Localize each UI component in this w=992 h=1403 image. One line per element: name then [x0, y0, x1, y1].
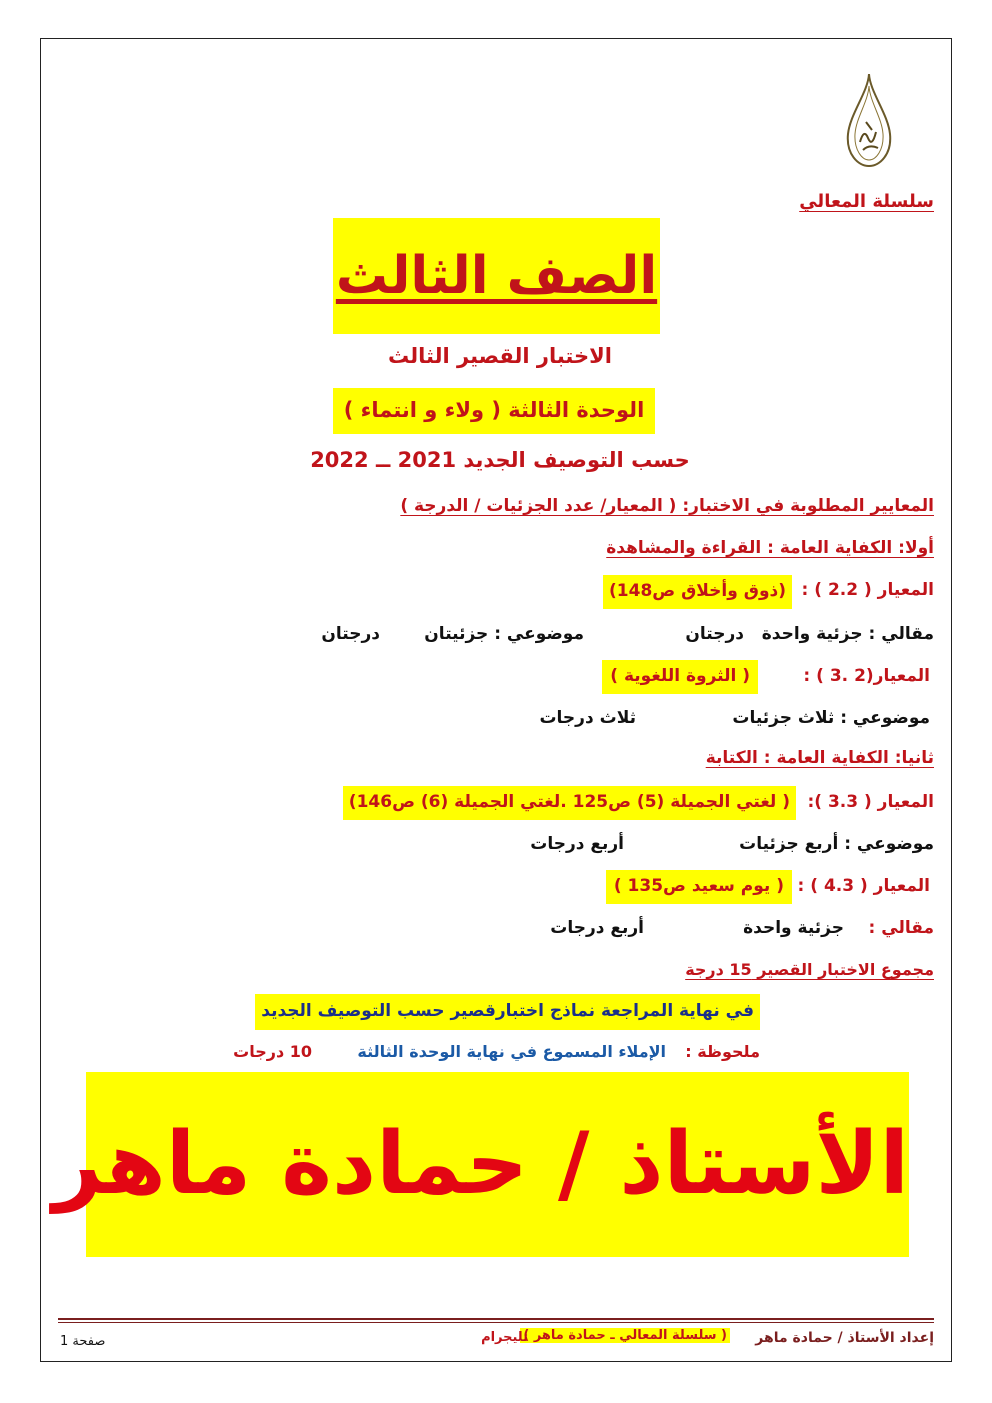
- criterion-4-3-label: المعيار ( 4.3 ) :: [797, 876, 930, 896]
- objective-label-2: موضوعي : ثلاث جزئيات: [732, 708, 930, 728]
- essay-parts-4: جزئية واحدة: [743, 918, 844, 938]
- note-label: ملحوظة :: [685, 1042, 760, 1061]
- teacher-name: الأستاذ / حمادة ماهر: [52, 1114, 909, 1214]
- criterion-2-2-label: المعيار ( 2.2 ) :: [801, 580, 934, 600]
- teacher-banner: [52, 1072, 909, 1257]
- criterion-2-3-value: ( الثروة اللغوية ): [602, 660, 758, 694]
- objective-marks-2: ثلاث درجات: [539, 708, 636, 728]
- grade-title: الصف الثالث: [335, 246, 658, 306]
- objective-label-1: موضوعي : جزئيتان: [424, 624, 584, 644]
- footer-channel: ( سلسلة المعالي ـ حمادة ماهر ): [520, 1328, 730, 1343]
- unit-title: الوحدة الثالثة ( ولاء و انتماء ): [333, 388, 655, 434]
- grade-title-box: [333, 218, 660, 334]
- series-logo: [838, 72, 900, 170]
- criterion-2-3-label: المعيار(2 .3 ) :: [803, 666, 930, 686]
- footer-divider: [58, 1318, 934, 1320]
- objective-label-3: موضوعي : أربع جزئيات: [739, 834, 934, 854]
- criterion-2-2-value: (ذوق وأخلاق ص148): [603, 575, 792, 609]
- criterion-4-3-value: ( يوم سعيد ص135 ): [606, 870, 792, 904]
- essay-marks-1: درجتان: [685, 624, 744, 644]
- page-number: صفحة 1: [60, 1334, 106, 1349]
- footer-prepared-by: إعداد الأستاذ / حمادة ماهر: [755, 1330, 934, 1346]
- review-note: في نهاية المراجعة نماذج اختبارقصير حسب التوصيف الجديد: [255, 994, 760, 1030]
- footer-divider-thin: [58, 1322, 934, 1323]
- spec-line: حسب التوصيف الجديد 2021 ــ 2022: [310, 448, 690, 472]
- criteria-heading: المعايير المطلوبة في الاختبار: ( المعيار/ عدد الجزئيات / الدرجة ): [400, 496, 934, 516]
- essay-label-1: مقالي : جزئية واحدة: [761, 624, 934, 644]
- objective-marks-3: أربع درجات: [530, 834, 624, 854]
- essay-label-4: مقالي :: [868, 918, 934, 938]
- quiz-total: مجموع الاختبار القصير 15 درجة: [685, 960, 934, 979]
- essay-marks-4: أربع درجات: [550, 918, 644, 938]
- first-competency-heading: أولا: الكفاية العامة : القراءة والمشاهدة: [606, 538, 934, 558]
- objective-marks-1: درجتان: [321, 624, 380, 644]
- note-marks: 10 درجات: [233, 1042, 312, 1061]
- quiz-title: الاختبار القصير الثالث: [388, 344, 612, 368]
- series-name: سلسلة المعالي: [799, 191, 934, 212]
- criterion-3-3-label: المعيار ( 3.3 ):: [807, 792, 934, 812]
- footer-telegram: تليجرام: [481, 1330, 528, 1345]
- criterion-3-3-value: ( لغتي الجميلة (5) ص125 .لغتي الجميلة (6) ص146): [343, 786, 796, 820]
- second-competency-heading: ثانيا: الكفاية العامة : الكتابة: [705, 748, 934, 768]
- note-text: الإملاء المسموع في نهاية الوحدة الثالثة: [357, 1042, 666, 1061]
